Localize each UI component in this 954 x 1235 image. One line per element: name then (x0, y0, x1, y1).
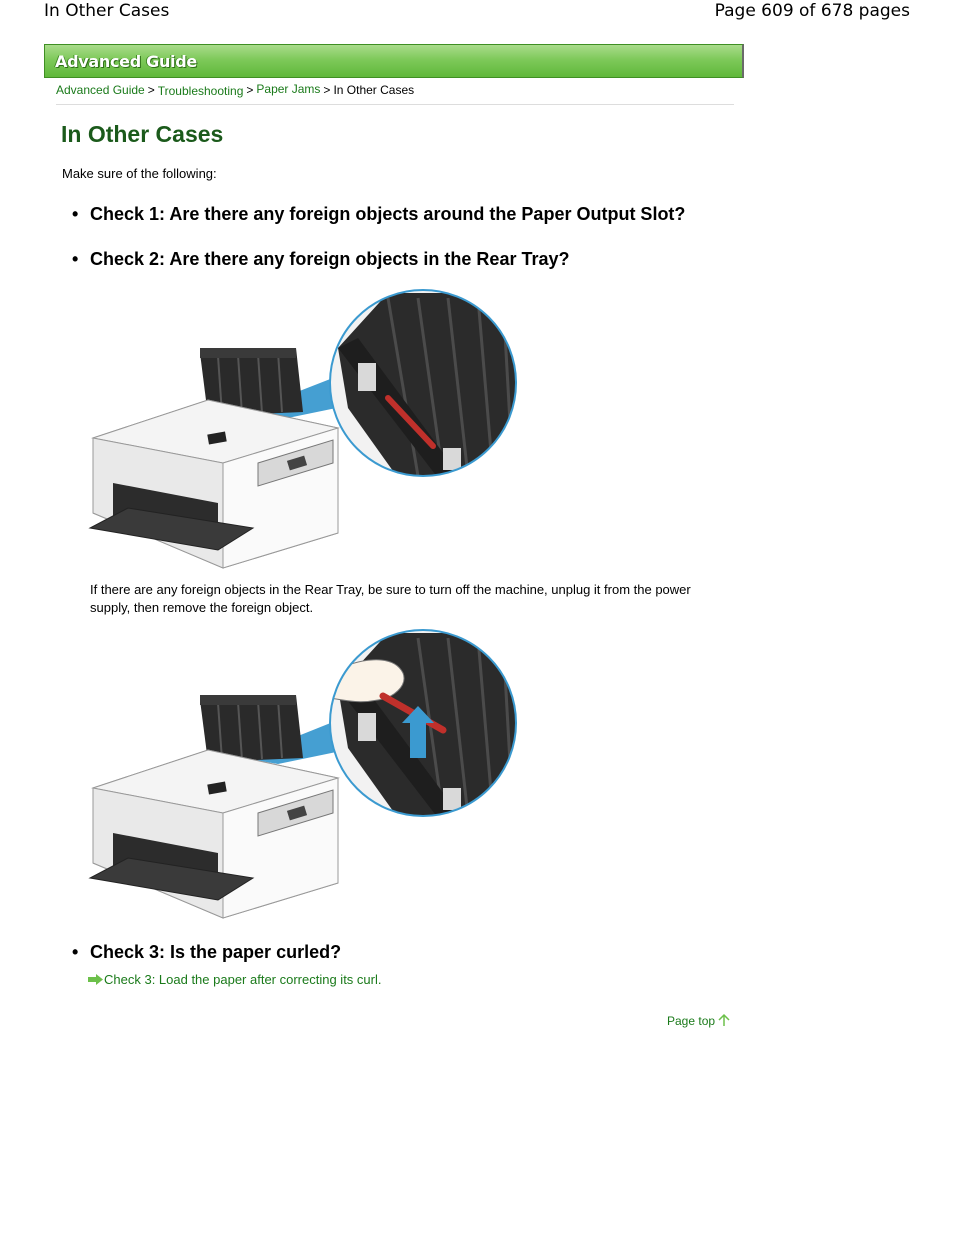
bullet-icon: • (72, 942, 79, 962)
check-2-heading (72, 249, 569, 270)
breadcrumb (56, 83, 734, 105)
page-header (0, 0, 954, 26)
advanced-guide-banner (44, 44, 744, 78)
check-3-link[interactable]: Check 3: Load the paper after correcting its curl. (104, 972, 382, 987)
breadcrumb-separator: > (147, 83, 155, 97)
bullet-icon: • (72, 204, 79, 224)
check-3-link-line (88, 972, 381, 987)
rear-tray-note: If there are any foreign objects in the Rear Tray, be sure to turn off the machine, unplug it from the power supply, then remove the foreign object. (90, 582, 691, 615)
arrow-right-icon (88, 974, 104, 985)
check-3-heading (72, 942, 341, 963)
document-title: In Other Cases (44, 1, 170, 21)
intro-text: Make sure of the following: (62, 166, 217, 181)
breadcrumb-separator: > (246, 83, 254, 97)
check-1-heading (72, 204, 685, 225)
breadcrumb-advanced-guide[interactable]: Advanced Guide (56, 83, 145, 97)
remove-foreign-object-illustration (88, 628, 528, 920)
breadcrumb-paper-jams[interactable]: Paper Jams (256, 82, 321, 96)
breadcrumb-separator: > (323, 83, 331, 97)
page-top-link-wrapper (667, 1013, 730, 1028)
check-2-text: Check 2: Are there any foreign objects in the Rear Tray? (90, 249, 570, 269)
bullet-icon: • (72, 249, 79, 269)
page-count: Page 609 of 678 pages (714, 1, 910, 21)
check-1-text: Check 1: Are there any foreign objects around the Paper Output Slot? (90, 204, 686, 224)
page-title: In Other Cases (61, 121, 224, 147)
up-arrow-icon[interactable] (718, 1013, 730, 1027)
breadcrumb-troubleshooting[interactable]: Troubleshooting (157, 84, 244, 98)
printer-rear-tray-illustration (88, 288, 528, 573)
breadcrumb-current: In Other Cases (333, 83, 415, 97)
banner-label: Advanced Guide (55, 52, 197, 71)
check-3-text: Check 3: Is the paper curled? (90, 942, 342, 962)
page-top-link[interactable]: Page top (667, 1014, 716, 1028)
